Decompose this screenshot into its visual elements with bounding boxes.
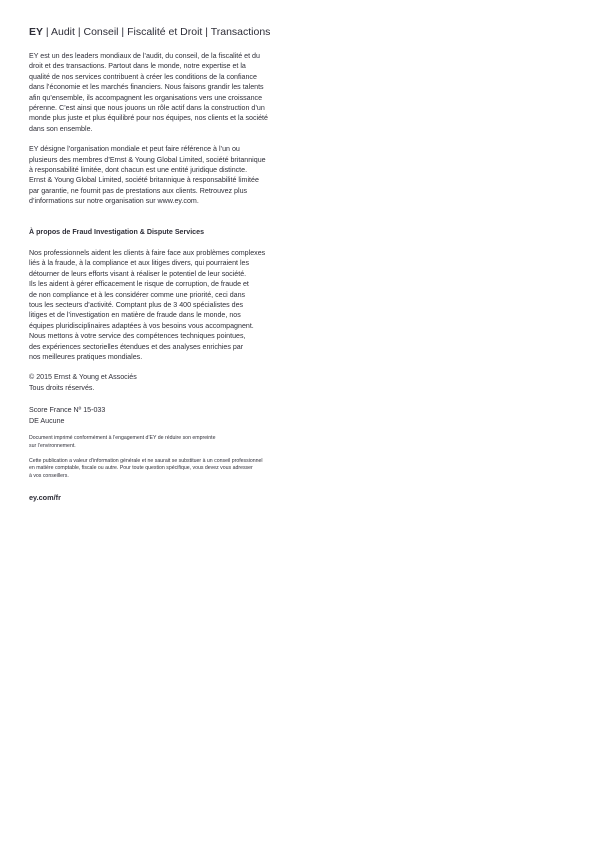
intro-paragraph: EY est un des leaders mondiaux de l’audit, du conseil, de la fiscalité et du droit et des transactions. Partout dans le monde, notre expertise et la qualité de nos services contribuent à créer les conditions de la confiance dans l’économie et les marchés financiers. Nous faisons grandir les talents afin qu’ensemble, ils accompagnent les organisations vers une croissance pérenne. C’est ainsi que nous jouons un rôle actif dans la construction d’un monde plus juste et plus équilibré pour nos équipes, nos clients et la société dans son ensemble. [29, 52, 268, 133]
designation-paragraph: EY désigne l’organisation mondiale et peut faire référence à l’un ou plusieurs des membres d’Ernst & Young Global Limited, société britannique à responsabilité limitée, dont chacun est une entité juridique distincte. Ernst & Young Global Limited, société britannique à responsabilité limitée par garantie, ne fournit pas de prestations aux clients. Retrouvez plus d’informations sur notre organisation sur www.ey.com. [29, 145, 266, 206]
copyright-notice: © 2015 Ernst & Young et Associés Tous droits réservés. [29, 373, 137, 392]
website-link[interactable]: ey.com/fr [29, 492, 61, 502]
disclaimer-note: Cette publication a valeur d’information générale et ne saurait se substituer à un conseil professionnel en matière comptable, fiscale ou autre. Pour toute question spécifique, vous devez vous adresser à vos conseillers. [29, 457, 263, 480]
fraud-section [29, 217, 309, 363]
header-separator: | [43, 26, 51, 38]
environment-note: Document imprimé conformément à l’engagement d’EY de réduire son empreinte sur l’environnement. [29, 435, 216, 449]
brand-name: EY [29, 26, 44, 38]
fraud-section-body: Nos professionnels aident les clients à faire face aux problèmes complexes liés à la fraude, à la compliance et aux litiges divers, qui pourraient les détourner de leurs efforts visant à réaliser le potentiel de leur société. Ils les aident à gérer efficacement le risque de corruption, de fraude et de non compliance et à les considérer comme une priorité, ceci dans tous les secteurs d’activité. Comptant plus de 3 400 spécialistes des litiges et de l’investigation en matière de fraude dans le monde, nos équipes pluridisciplinaires adaptées à vos besoins vous accompagnent. Nous mettons à votre service des compétences techniques pointues, des expériences sectorielles étendues et des analyses enrichies par nos meilleures pratiques mondiales. [29, 248, 266, 361]
back-cover-text-column [29, 24, 309, 503]
fraud-section-heading: À propos de Fraud Investigation & Dispute Services [29, 228, 205, 237]
service-lines-header [29, 24, 309, 40]
score-reference: Score France Nº 15-033 DE Aucune [29, 406, 106, 425]
service-lines: Audit | Conseil | Fiscalité et Droit | Transactions [51, 26, 271, 38]
